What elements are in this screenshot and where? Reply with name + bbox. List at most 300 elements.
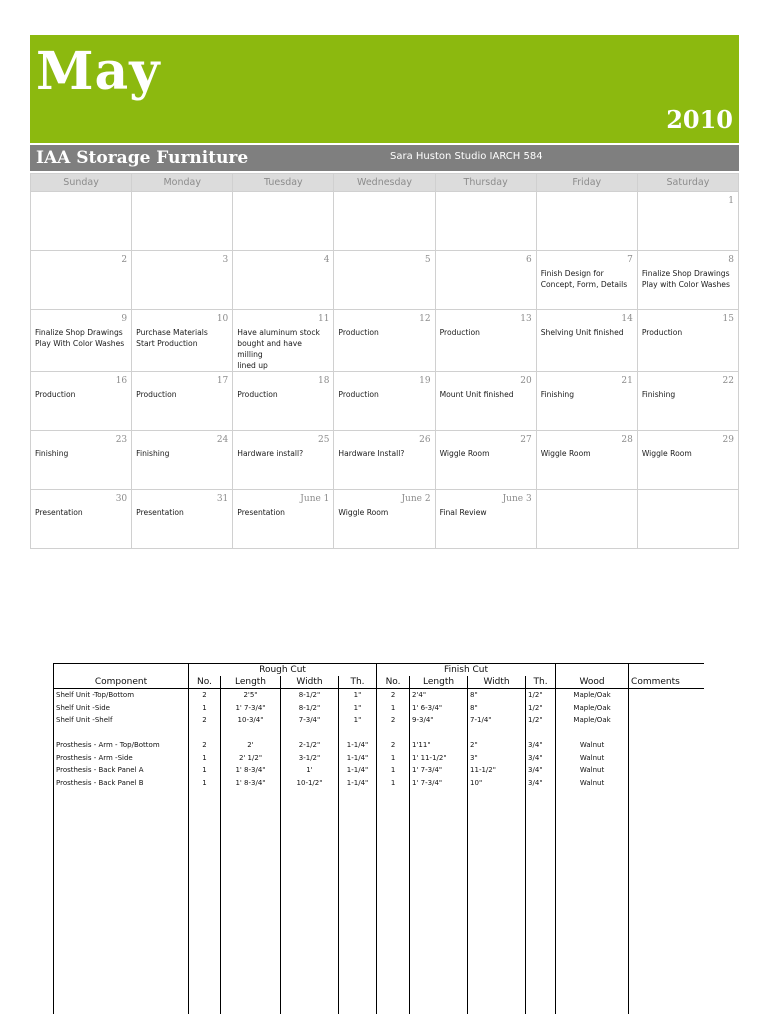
cut-list-row [54,989,704,1002]
rough-thickness-header: Th. [339,676,377,689]
cut-list-cell [189,989,221,1002]
cut-list-cell: 2" [468,739,526,752]
cut-list-cell [410,939,468,952]
cut-list-cell [629,839,704,852]
cut-list-cell [339,727,377,740]
cut-list-row [54,827,704,840]
cut-list-cell: 1' 6-3/4" [410,702,468,715]
calendar-day-cell [334,310,435,372]
cut-list-cell [629,864,704,877]
rough-width-header: Width [281,676,339,689]
day-event: Production [641,328,683,337]
cut-list-cell [410,952,468,965]
cut-list-header-row [54,676,704,689]
cut-list-cell [468,864,526,877]
cut-list-cell [54,1002,189,1015]
cut-list-cell [556,789,629,802]
cut-list-cell [221,727,281,740]
cut-list-cell [339,1002,377,1015]
calendar-week-row [31,431,739,490]
cut-list-cell [410,802,468,815]
calendar-day-cell [334,431,435,490]
cut-list-cell [377,839,410,852]
day-event [334,266,434,268]
cut-list-cell [377,877,410,890]
cut-list-cell [281,964,339,977]
calendar-day-cell [31,310,132,372]
day-number [31,192,131,207]
cut-list-cell [468,852,526,865]
cut-list-cell [221,1002,281,1015]
cut-list-cell: 1 [189,752,221,765]
cut-list-cell [377,977,410,990]
cut-list-row [54,889,704,902]
cut-list-cell: 10-3/4" [221,714,281,727]
day-number: 1 [728,196,734,206]
calendar-day-cell [637,251,738,310]
cut-list-cell: 1 [189,764,221,777]
cut-list-cell [189,827,221,840]
cut-list-cell [556,989,629,1002]
cut-list-cell [189,952,221,965]
cut-list-cell [339,952,377,965]
day-number: 10 [216,314,229,324]
cut-list-cell [629,727,704,740]
cut-list-cell: 1 [377,764,410,777]
cut-list-cell [281,789,339,802]
cut-list-row [54,702,704,715]
day-number: 11 [317,314,330,324]
cut-list-cell [281,839,339,852]
cut-list-cell [468,802,526,815]
calendar-day-cell [334,251,435,310]
cut-list-cell [468,952,526,965]
day-number: June 1 [300,494,330,504]
cut-list-cell [526,927,556,940]
cut-list-row [54,802,704,815]
cut-list-cell: Prosthesis - Back Panel A [54,764,189,777]
cut-list-cell [54,814,189,827]
component-group-cell [54,664,189,677]
cut-list-cell [410,977,468,990]
cut-list-cell [556,827,629,840]
cut-list-cell: 1/2" [526,689,556,702]
cut-list-cell [526,977,556,990]
cut-list-cell: 1-1/4" [339,752,377,765]
day-number [638,490,738,505]
cut-list-row [54,739,704,752]
cut-list-cell [468,727,526,740]
cut-list-cell [221,864,281,877]
wood-group-cell [556,664,629,677]
cut-list-cell: 1 [189,777,221,790]
cut-list-cell: Prosthesis - Arm -Side [54,752,189,765]
month-banner [30,35,739,143]
cut-list-cell [629,914,704,927]
rough-no-header: No. [189,676,221,689]
wood-header: Wood [556,676,629,689]
cut-list-cell [629,902,704,915]
day-event [334,207,434,209]
cut-list-cell [410,827,468,840]
cut-list-cell [629,952,704,965]
cut-list-cell [221,827,281,840]
cut-list-cell [410,889,468,902]
cut-list-cell: Walnut [556,764,629,777]
calendar-day-cell [132,372,233,431]
day-number: 17 [216,376,229,386]
day-event: Finalize Shop Drawings Play with Color Washes [641,269,730,289]
calendar-day-cell [637,192,738,251]
cut-list-cell [526,789,556,802]
cut-list-cell [377,889,410,902]
cut-list-cell [410,877,468,890]
calendar-day-cell [31,431,132,490]
calendar-day-cell [233,192,334,251]
cut-list-cell [54,902,189,915]
weekday-header-row [31,174,739,192]
cut-list-cell: 10-1/2" [281,777,339,790]
cut-list-cell [339,839,377,852]
cut-list-cell: 1 [377,777,410,790]
cut-list-cell: 2' 1/2" [221,752,281,765]
cut-list-cell: Prosthesis - Back Panel B [54,777,189,790]
cut-list-cell: 1" [339,714,377,727]
weekday-header: Sunday [31,174,132,192]
cut-list-cell: 1/2" [526,714,556,727]
cut-list-row [54,877,704,890]
cut-list-cell: 8-1/2" [281,702,339,715]
cut-list-cell: 10" [468,777,526,790]
cut-list-cell [526,952,556,965]
day-number: 6 [525,255,532,265]
cut-list-cell: 1-1/4" [339,739,377,752]
cut-list-cell [526,827,556,840]
cut-list-cell [221,977,281,990]
cut-list-cell [281,902,339,915]
day-event [436,207,536,209]
day-event: Production [338,328,379,337]
cut-list-cell [54,839,189,852]
day-number: 5 [424,255,431,265]
cut-list-cell [281,927,339,940]
day-number: 14 [621,314,633,324]
cut-list-cell [339,977,377,990]
day-number: 16 [115,376,128,386]
cut-list-cell: 2 [377,689,410,702]
cut-list-cell [281,727,339,740]
calendar-day-cell [334,372,435,431]
cut-list-cell: Walnut [556,739,629,752]
cut-list-cell [54,877,189,890]
day-number: 25 [317,435,330,445]
project-subtitle: Sara Huston Studio IARCH 584 [390,151,543,162]
day-event: Have aluminum stock bought and have milling lined up [237,328,320,370]
day-number: 12 [419,314,431,324]
cut-list-cell [556,864,629,877]
cut-list-cell [339,852,377,865]
calendar-day-cell [435,490,536,549]
cut-list-cell [221,964,281,977]
cut-list-row [54,902,704,915]
day-event: Finishing [35,449,69,458]
calendar-day-cell [132,431,233,490]
cut-list-cell [339,989,377,1002]
cut-list-cell [281,989,339,1002]
cut-list-cell: Walnut [556,777,629,790]
cut-list-cell [221,952,281,965]
calendar-day-cell [334,490,435,549]
cut-list-cell [526,802,556,815]
cut-list-cell [468,914,526,927]
day-number: 27 [520,435,532,445]
cut-list-cell: 1' 7-3/4" [410,777,468,790]
day-number: 18 [317,376,330,386]
cut-list-cell [221,989,281,1002]
cut-list-cell [377,927,410,940]
cut-list-cell [281,864,339,877]
day-number [436,192,536,207]
day-number [537,490,637,505]
cut-list-cell [629,814,704,827]
cut-list-cell [189,964,221,977]
cut-list-row [54,977,704,990]
calendar-day-cell [637,372,738,431]
day-number: 23 [115,435,128,445]
cut-list-cell [189,727,221,740]
rough-length-header: Length [221,676,281,689]
cut-list-cell [556,877,629,890]
comments-header: Comments [629,676,704,689]
calendar-day-cell [435,431,536,490]
cut-list-cell [54,977,189,990]
calendar-week-row [31,490,739,549]
cut-list-row [54,964,704,977]
cut-list-cell [468,877,526,890]
day-event: Finishing [540,390,575,399]
cut-list-cell [556,952,629,965]
cut-list-cell [189,889,221,902]
cut-list-cell [377,952,410,965]
cut-list-cell [468,827,526,840]
cut-list-cell [556,977,629,990]
cut-list-cell [629,802,704,815]
cut-list-cell [339,939,377,952]
cut-list-cell [377,964,410,977]
cut-list-cell: 3/4" [526,777,556,790]
day-event: Finishing [136,449,170,458]
day-number: 26 [419,435,431,445]
year-label: 2010 [666,105,733,134]
cut-list-cell [54,827,189,840]
cut-list-cell [281,877,339,890]
calendar-week-row [31,192,739,251]
cut-list-cell [54,852,189,865]
day-event [132,207,232,209]
calendar-day-cell [536,251,637,310]
cut-list-row [54,764,704,777]
cut-list-row [54,714,704,727]
day-event [233,266,333,268]
calendar-day-cell [233,431,334,490]
cut-list-cell [556,1002,629,1015]
project-title: IAA Storage Furniture [36,148,249,168]
weekday-header: Friday [536,174,637,192]
cut-list-cell [526,839,556,852]
cut-list-cell [339,864,377,877]
day-number: 2 [121,255,128,265]
day-number: June 2 [401,494,431,504]
cut-list-cell: Shelf Unit -Top/Bottom [54,689,189,702]
cut-list-cell: 3" [468,752,526,765]
component-header: Component [54,676,189,689]
cut-list-cell [54,939,189,952]
cut-list-row [54,814,704,827]
cut-list-row [54,952,704,965]
day-number: 15 [722,314,734,324]
calendar-day-cell [536,310,637,372]
cut-list-cell [556,889,629,902]
cut-list-row [54,914,704,927]
cut-list-cell [189,1002,221,1015]
day-event: Wiggle Room [439,449,490,458]
day-event [132,266,232,268]
cut-list-cell [221,914,281,927]
weekday-header: Thursday [435,174,536,192]
cut-list-cell [377,802,410,815]
cut-list-cell: 3/4" [526,752,556,765]
cut-list-cell [54,952,189,965]
cut-list-cell [377,827,410,840]
cut-list-cell [629,964,704,977]
cut-list-cell [221,927,281,940]
cut-list-cell [377,989,410,1002]
calendar-week-row [31,310,739,372]
calendar-day-cell [536,192,637,251]
calendar-day-cell [435,310,536,372]
day-event: Presentation [35,508,83,517]
calendar-grid [30,173,739,549]
calendar-week-row [31,251,739,310]
cut-list-cell: 11-1/2" [468,764,526,777]
cut-list-cell [556,839,629,852]
day-event [31,266,131,268]
cut-list-cell [468,902,526,915]
project-title-bar [30,145,739,171]
cut-list-row [54,864,704,877]
cut-list-cell: 1' 7-3/4" [410,764,468,777]
cut-list-cell [339,914,377,927]
cut-list-cell [339,877,377,890]
calendar-day-cell [637,490,738,549]
cut-list-cell [468,927,526,940]
calendar-day-cell [637,431,738,490]
day-number: 31 [216,494,229,504]
day-number: 28 [621,435,633,445]
cut-list-cell [410,864,468,877]
cut-list-cell [54,927,189,940]
weekday-header: Tuesday [233,174,334,192]
day-event: Finishing [641,390,676,399]
cut-list-cell [221,852,281,865]
cut-list-cell [410,964,468,977]
cut-list-cell: 1" [339,702,377,715]
day-number [132,192,232,207]
cut-list-cell: 3/4" [526,764,556,777]
cut-list-cell: 1 [377,702,410,715]
cut-list-cell [468,977,526,990]
cut-list-cell [281,939,339,952]
calendar-day-cell [334,192,435,251]
cut-list-cell [629,939,704,952]
calendar-day-cell [233,490,334,549]
cut-list-cell: 2' [221,739,281,752]
cut-list-cell [410,914,468,927]
cut-list-cell [468,964,526,977]
cut-list-row [54,727,704,740]
cut-list-cell: 1-1/4" [339,764,377,777]
cut-list-cell [54,727,189,740]
day-event: Production [439,328,480,337]
cut-list-cell: 1' 8-3/4" [221,777,281,790]
cut-list-cell [629,877,704,890]
cut-list-cell [629,827,704,840]
day-event [537,207,637,209]
day-number: 20 [520,376,532,386]
cut-list-cell: Shelf Unit -Shelf [54,714,189,727]
cut-list-cell [526,914,556,927]
calendar-day-cell [435,192,536,251]
cut-list-cell [629,752,704,765]
cut-list-cell: 1' 8-3/4" [221,764,281,777]
cut-list-cell [410,1002,468,1015]
day-event: Hardware install? [237,449,304,458]
cut-list-cell [629,1002,704,1015]
calendar-day-cell [132,310,233,372]
day-number [537,192,637,207]
cut-list-cell [221,839,281,852]
cut-list-cell [54,864,189,877]
day-event: Shelving Unit finished [540,328,624,337]
cut-list-cell [377,814,410,827]
calendar-day-cell [31,372,132,431]
cut-list-cell [189,814,221,827]
day-number: 13 [520,314,532,324]
cut-list-cell [221,802,281,815]
cut-list-cell [629,764,704,777]
cut-list-cell [377,1002,410,1015]
day-number: 7 [627,255,633,265]
cut-list-cell [410,789,468,802]
cut-list-cell [410,902,468,915]
cut-list-cell: 2-1/2" [281,739,339,752]
finish-no-header: No. [377,676,410,689]
day-event: Production [136,390,177,399]
cut-list-cell [468,789,526,802]
day-event [436,266,536,268]
cut-list-cell: 9-3/4" [410,714,468,727]
calendar-day-cell [435,251,536,310]
day-number: 9 [121,314,128,324]
cut-list-cell [410,989,468,1002]
calendar-day-cell [536,490,637,549]
day-number: 19 [419,376,431,386]
cut-list-cell [377,902,410,915]
cut-list-cell [377,852,410,865]
cut-list-cell: Maple/Oak [556,689,629,702]
cut-list-cell [281,889,339,902]
cut-list-cell: 3/4" [526,739,556,752]
